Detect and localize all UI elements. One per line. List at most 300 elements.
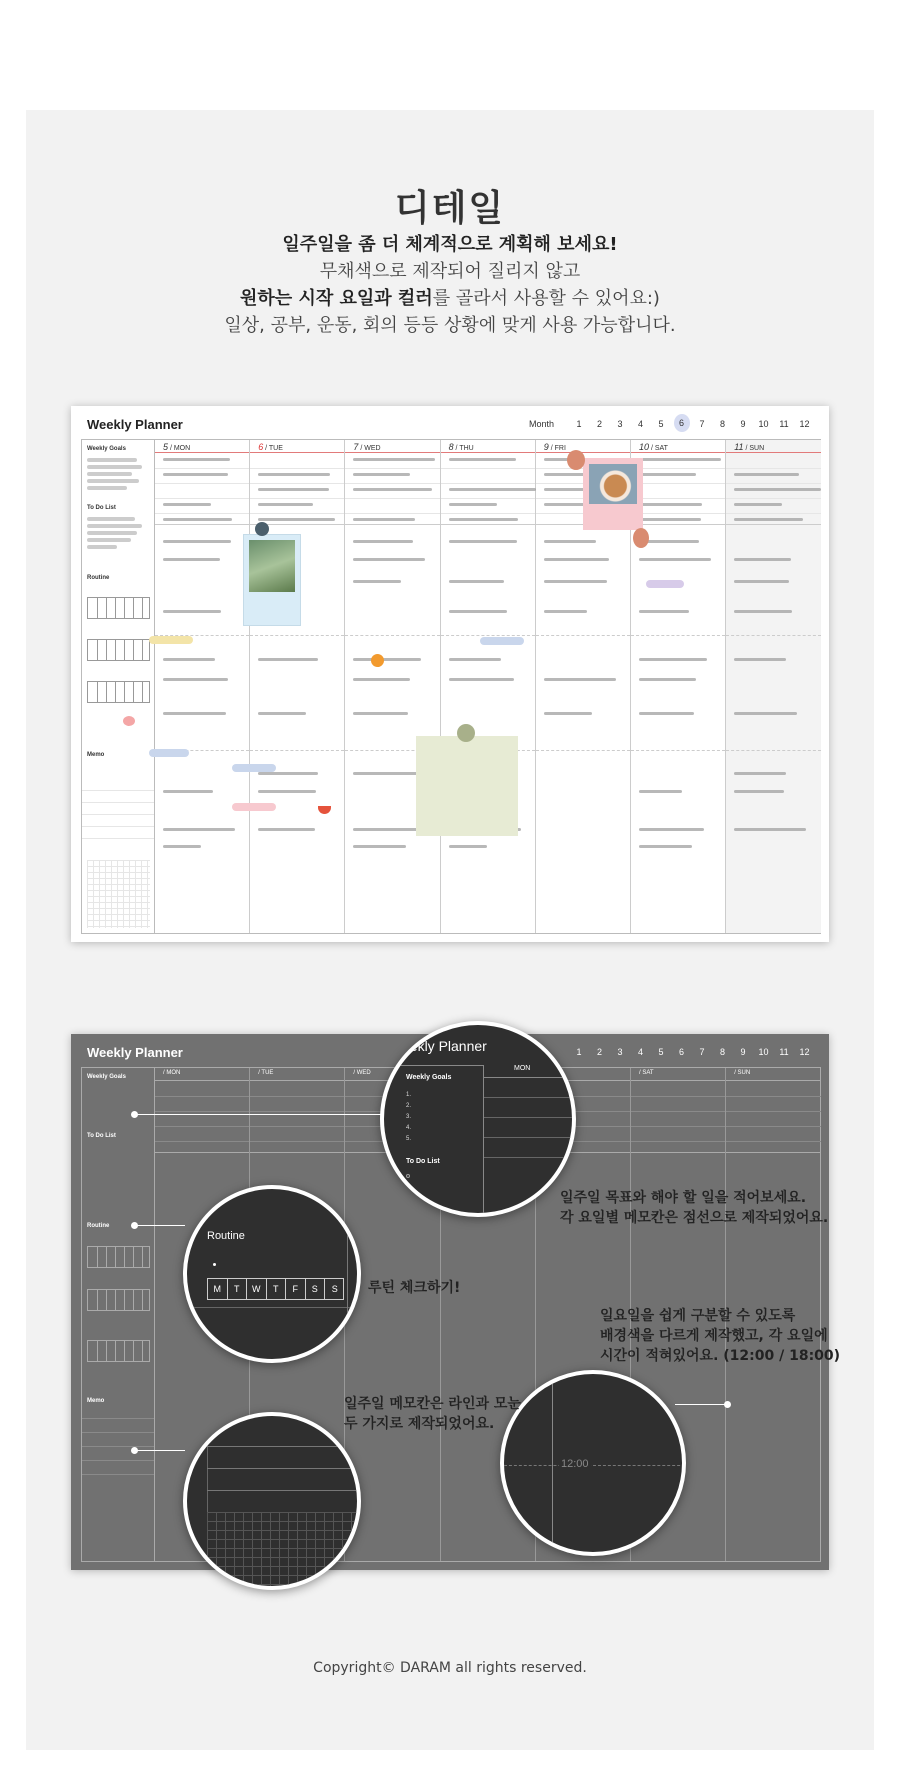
section-line bbox=[441, 524, 535, 525]
task-line bbox=[441, 483, 535, 484]
zoom-line bbox=[347, 1189, 348, 1363]
highlight-tag bbox=[232, 764, 276, 772]
zoom-time-label: 12:00 bbox=[561, 1458, 589, 1470]
month-8[interactable]: 8 bbox=[719, 419, 725, 429]
handwriting-line bbox=[734, 828, 806, 831]
dark-task-line bbox=[155, 1126, 249, 1127]
goal-line bbox=[87, 486, 127, 490]
month-label: Month bbox=[529, 419, 555, 429]
handwriting-line bbox=[639, 473, 696, 476]
day-header bbox=[726, 440, 821, 453]
day-name: / MON bbox=[168, 445, 191, 452]
callout-goals bbox=[560, 1188, 828, 1228]
coffee-photo bbox=[589, 464, 637, 504]
task-line bbox=[250, 483, 344, 484]
callout-sunday-line-1: 일요일을 쉽게 구분할 수 있도록 bbox=[600, 1308, 796, 1324]
dashed-line bbox=[726, 750, 821, 751]
tape-sticker bbox=[633, 528, 649, 548]
tape-sticker bbox=[567, 450, 585, 470]
task-line bbox=[631, 483, 725, 484]
handwriting-line bbox=[449, 580, 504, 583]
month-4[interactable]: 4 bbox=[637, 1047, 643, 1057]
dark-day-header: / SAT bbox=[631, 1068, 725, 1081]
zoom-line bbox=[484, 1137, 576, 1138]
dashed-line bbox=[441, 635, 535, 636]
handwriting-line bbox=[639, 610, 689, 613]
zoom-routine-title: Routine bbox=[207, 1230, 245, 1242]
task-line bbox=[726, 498, 821, 499]
task-line bbox=[345, 468, 439, 469]
todo-line bbox=[87, 545, 117, 549]
handwriting-line bbox=[734, 473, 799, 476]
dark-task-line bbox=[250, 1096, 344, 1097]
handwriting-line bbox=[734, 712, 797, 715]
planner-title: Weekly Planner bbox=[87, 417, 183, 432]
todo-line bbox=[87, 524, 142, 528]
month-4[interactable]: 4 bbox=[637, 419, 643, 429]
month-11[interactable]: 11 bbox=[779, 419, 789, 429]
handwriting-line bbox=[258, 473, 330, 476]
handwriting-line bbox=[163, 712, 226, 715]
handwriting-line bbox=[544, 558, 609, 561]
zoom-line bbox=[187, 1307, 361, 1308]
handwriting-line bbox=[163, 518, 232, 521]
zoom-line bbox=[484, 1117, 576, 1118]
day-column-thu bbox=[441, 440, 536, 933]
routine-day-5: S bbox=[306, 1279, 326, 1299]
handwriting-line bbox=[163, 790, 213, 793]
handwriting-line bbox=[353, 828, 418, 831]
zoom-routine-grid bbox=[207, 1278, 344, 1300]
dashed-line bbox=[345, 635, 439, 636]
dashed-line bbox=[631, 750, 725, 751]
subtitle-line-3-bold: 원하는 시작 요일과 컬러 bbox=[240, 288, 433, 309]
planner-sample bbox=[71, 406, 829, 942]
month-5[interactable]: 5 bbox=[658, 419, 664, 429]
handwriting-line bbox=[163, 503, 211, 506]
section-line bbox=[345, 524, 439, 525]
month-2[interactable]: 2 bbox=[596, 419, 602, 429]
day-header bbox=[631, 440, 725, 453]
dark-section-line bbox=[631, 1152, 725, 1153]
handwriting-line bbox=[449, 540, 517, 543]
routine-day-3: T bbox=[267, 1279, 287, 1299]
day-name: / SAT bbox=[649, 445, 668, 452]
month-12[interactable]: 12 bbox=[799, 419, 810, 429]
handwriting-line bbox=[734, 610, 792, 613]
handwriting-line bbox=[353, 658, 421, 661]
handwriting-line bbox=[258, 503, 313, 506]
month-5[interactable]: 5 bbox=[658, 1047, 664, 1057]
task-line bbox=[345, 483, 439, 484]
zoom-circle-routine bbox=[183, 1185, 361, 1363]
connector-line bbox=[675, 1404, 725, 1405]
dark-task-line bbox=[726, 1111, 821, 1112]
zoom-goal-number: 4. bbox=[406, 1125, 412, 1131]
month-11[interactable]: 11 bbox=[779, 1047, 789, 1057]
day-number: 11 bbox=[734, 442, 744, 452]
zoom-line bbox=[484, 1077, 576, 1078]
day-column-mon bbox=[155, 440, 250, 933]
dark-memo-line bbox=[82, 1446, 154, 1447]
dark-task-line bbox=[631, 1096, 725, 1097]
highlight-tag bbox=[149, 636, 193, 644]
callout-sunday bbox=[600, 1306, 840, 1366]
pin-icon bbox=[457, 724, 475, 742]
handwriting-line bbox=[734, 790, 784, 793]
handwriting-line bbox=[163, 458, 230, 461]
handwriting-line bbox=[734, 518, 803, 521]
zoom-goal-number: 2. bbox=[406, 1103, 412, 1109]
handwriting-line bbox=[163, 558, 220, 561]
task-line bbox=[345, 498, 439, 499]
coffee-photo-card bbox=[583, 458, 643, 530]
day-number: 9 bbox=[543, 442, 549, 452]
dark-routine-grid bbox=[87, 1289, 150, 1311]
handwriting-line bbox=[639, 558, 711, 561]
dark-routine-grid bbox=[87, 1246, 150, 1268]
month-1[interactable]: 1 bbox=[576, 419, 582, 429]
day-column-sun bbox=[726, 440, 821, 933]
zoom-line bbox=[484, 1097, 576, 1098]
handwriting-line bbox=[163, 845, 201, 848]
handwriting-line bbox=[639, 845, 692, 848]
day-number: 6 bbox=[258, 442, 264, 452]
park-photo bbox=[249, 540, 295, 592]
handwriting-line bbox=[639, 712, 694, 715]
handwriting-line bbox=[639, 828, 704, 831]
task-line bbox=[726, 513, 821, 514]
dark-task-line bbox=[155, 1141, 249, 1142]
routine-day-4: F bbox=[286, 1279, 306, 1299]
dashed-line bbox=[536, 635, 630, 636]
todo-line bbox=[87, 538, 131, 542]
memo-line bbox=[82, 826, 154, 827]
handwriting-line bbox=[449, 678, 514, 681]
month-10[interactable]: 10 bbox=[758, 1047, 769, 1057]
handwriting-line bbox=[449, 503, 497, 506]
subtitle-line-4: 일상, 공부, 운동, 회의 등등 상황에 맞게 사용 가능합니다. bbox=[224, 315, 676, 336]
zoom-circle-memo bbox=[183, 1412, 361, 1590]
dark-day-header: / MON bbox=[155, 1068, 249, 1081]
memo-line bbox=[82, 838, 154, 839]
handwriting-line bbox=[544, 580, 607, 583]
section-line bbox=[631, 524, 725, 525]
dark-task-line bbox=[726, 1126, 821, 1127]
handwriting-line bbox=[353, 558, 425, 561]
dashed-line bbox=[250, 750, 344, 751]
todo-label: To Do List bbox=[87, 505, 116, 511]
task-line bbox=[155, 468, 249, 469]
month-12[interactable]: 12 bbox=[799, 1047, 810, 1057]
day-name: / WED bbox=[358, 445, 381, 452]
dark-section-line bbox=[155, 1152, 249, 1153]
dark-day-header: / SUN bbox=[726, 1068, 821, 1081]
handwriting-line bbox=[163, 610, 221, 613]
memo-line bbox=[82, 814, 154, 815]
dark-sidebar bbox=[82, 1068, 155, 1561]
handwriting-line bbox=[258, 828, 315, 831]
handwriting-line bbox=[353, 772, 421, 775]
dashed-line bbox=[250, 635, 344, 636]
handwriting-line bbox=[449, 845, 487, 848]
dark-memo-line bbox=[82, 1474, 154, 1475]
handwriting-line bbox=[258, 772, 318, 775]
planner-grid bbox=[81, 439, 821, 934]
dark-task-line bbox=[631, 1141, 725, 1142]
section-line bbox=[155, 524, 249, 525]
day-name: / FRI bbox=[548, 445, 566, 452]
dark-section-line bbox=[726, 1152, 821, 1153]
planner-sidebar bbox=[82, 440, 155, 933]
handwriting-line bbox=[639, 518, 701, 521]
day-name: / THU bbox=[453, 445, 474, 452]
month-9[interactable]: 9 bbox=[740, 1047, 746, 1057]
memo-label: Memo bbox=[87, 752, 105, 758]
connector-line bbox=[135, 1450, 185, 1451]
highlight-tag bbox=[149, 749, 189, 757]
day-header bbox=[345, 440, 439, 453]
task-line bbox=[345, 513, 439, 514]
handwriting-line bbox=[639, 678, 696, 681]
routine-day-0: M bbox=[208, 1279, 228, 1299]
day-number: 10 bbox=[639, 442, 650, 452]
dark-task-line bbox=[250, 1141, 344, 1142]
connector-dot bbox=[724, 1401, 731, 1408]
subtitle-line-3 bbox=[0, 284, 900, 310]
handwriting-line bbox=[258, 712, 306, 715]
handwriting-line bbox=[544, 712, 592, 715]
dashed-line bbox=[726, 635, 821, 636]
highlight-tag bbox=[646, 580, 684, 588]
task-line bbox=[155, 513, 249, 514]
routine-label: Routine bbox=[87, 575, 110, 581]
connector-line bbox=[135, 1225, 185, 1226]
dark-task-line bbox=[155, 1096, 249, 1097]
copyright-footer: Copyright© DARAM all rights reserved. bbox=[313, 1660, 587, 1676]
dashed-line bbox=[631, 635, 725, 636]
handwriting-line bbox=[734, 658, 786, 661]
month-10[interactable]: 10 bbox=[758, 419, 769, 429]
dark-weekly-goals-label: Weekly Goals bbox=[87, 1074, 126, 1080]
subtitle-line-2: 무채색으로 제작되어 질리지 않고 bbox=[319, 261, 581, 282]
handwriting-line bbox=[353, 458, 435, 461]
memo-grid-area bbox=[87, 860, 150, 928]
day-column-wed bbox=[345, 440, 440, 933]
todo-line bbox=[87, 531, 137, 535]
day-number: 5 bbox=[163, 442, 169, 452]
month-6[interactable]: 6 bbox=[678, 1047, 684, 1057]
day-header bbox=[250, 440, 344, 453]
task-line bbox=[631, 498, 725, 499]
dark-task-line bbox=[155, 1111, 249, 1112]
section-line bbox=[726, 524, 821, 525]
dark-day-header: / WED bbox=[345, 1068, 439, 1081]
task-line bbox=[726, 483, 821, 484]
handwriting-line bbox=[353, 540, 413, 543]
month-8[interactable]: 8 bbox=[719, 1047, 725, 1057]
month-7[interactable]: 7 bbox=[699, 419, 705, 429]
zoom-circle-goals bbox=[380, 1021, 576, 1217]
handwriting-line bbox=[639, 790, 682, 793]
memo-line bbox=[82, 790, 154, 791]
zoom-line bbox=[484, 1157, 576, 1158]
day-number: 8 bbox=[448, 442, 454, 452]
handwriting-line bbox=[449, 458, 516, 461]
handwriting-line bbox=[544, 540, 596, 543]
handwriting-line bbox=[353, 580, 401, 583]
callout-routine-text: 루틴 체크하기! bbox=[368, 1280, 461, 1296]
dark-task-line bbox=[250, 1111, 344, 1112]
dark-memo-line bbox=[82, 1432, 154, 1433]
handwriting-line bbox=[544, 678, 616, 681]
photo-sticker bbox=[243, 534, 301, 626]
zoom-mon-label: MON bbox=[514, 1065, 531, 1072]
zoom-line bbox=[207, 1446, 361, 1447]
goal-line bbox=[87, 458, 137, 462]
dark-memo-line bbox=[82, 1418, 154, 1419]
dark-task-line bbox=[631, 1111, 725, 1112]
todo-line bbox=[87, 517, 135, 521]
task-line bbox=[441, 468, 535, 469]
memo-line bbox=[82, 802, 154, 803]
highlight-tag bbox=[480, 637, 524, 645]
handwriting-line bbox=[449, 610, 507, 613]
day-name: / TUE bbox=[263, 445, 283, 452]
month-6[interactable]: 6 bbox=[674, 414, 690, 432]
task-line bbox=[631, 468, 725, 469]
handwriting-line bbox=[353, 845, 406, 848]
page-title: 디테일 bbox=[394, 188, 506, 229]
handwriting-line bbox=[163, 473, 228, 476]
dark-memo-line bbox=[82, 1460, 154, 1461]
dashed-line bbox=[536, 750, 630, 751]
month-1[interactable]: 1 bbox=[576, 1047, 582, 1057]
handwriting-line bbox=[734, 503, 782, 506]
pin-icon bbox=[255, 522, 269, 536]
handwriting-line bbox=[258, 790, 316, 793]
routine-grid bbox=[87, 597, 150, 619]
handwriting-line bbox=[353, 712, 408, 715]
handwriting-line bbox=[639, 503, 702, 506]
routine-grid bbox=[87, 639, 150, 661]
zoom-line bbox=[207, 1490, 361, 1491]
dark-task-line bbox=[726, 1141, 821, 1142]
routine-day-6: S bbox=[331, 1284, 338, 1294]
handwriting-line bbox=[449, 658, 501, 661]
zoom-grid-area bbox=[207, 1512, 361, 1590]
task-line bbox=[155, 498, 249, 499]
handwriting-line bbox=[163, 658, 215, 661]
month-2[interactable]: 2 bbox=[596, 1047, 602, 1057]
connector-line bbox=[135, 1114, 382, 1115]
callout-sunday-line-3: 시간이 적혀있어요. (12:00 / 18:00) bbox=[600, 1348, 841, 1364]
task-line bbox=[250, 498, 344, 499]
routine-grid bbox=[87, 681, 150, 703]
zoom-goal-number: 5. bbox=[406, 1136, 412, 1142]
handwriting-line bbox=[639, 458, 721, 461]
handwriting-line bbox=[258, 518, 335, 521]
task-line bbox=[631, 513, 725, 514]
goal-line bbox=[87, 472, 132, 476]
handwriting-line bbox=[734, 772, 786, 775]
task-line bbox=[250, 468, 344, 469]
zoom-dashed-line bbox=[504, 1465, 686, 1466]
routine-day-2: W bbox=[247, 1279, 267, 1299]
day-header bbox=[536, 440, 630, 453]
handwriting-line bbox=[353, 518, 415, 521]
callout-goals-line-2: 각 요일별 메모칸은 점선으로 제작되었어요. bbox=[560, 1210, 829, 1226]
handwriting-line bbox=[163, 540, 231, 543]
handwriting-line bbox=[639, 658, 707, 661]
callout-memo bbox=[344, 1394, 521, 1434]
todo-bullet bbox=[406, 1174, 410, 1178]
dark-day-header: / TUE bbox=[250, 1068, 344, 1081]
task-line bbox=[441, 513, 535, 514]
subtitle-line-3-rest: 를 골라서 사용할 수 있어요:) bbox=[432, 288, 660, 309]
routine-day-1: T bbox=[228, 1279, 248, 1299]
handwriting-line bbox=[734, 558, 791, 561]
handwriting-line bbox=[353, 488, 432, 491]
dark-planner-title: Weekly Planner bbox=[87, 1045, 183, 1060]
task-line bbox=[250, 513, 344, 514]
callout-routine bbox=[368, 1278, 460, 1298]
handwriting-line bbox=[258, 488, 329, 491]
highlight-tag bbox=[232, 803, 276, 811]
day-number: 7 bbox=[353, 442, 359, 452]
dark-task-line bbox=[726, 1096, 821, 1097]
task-line bbox=[155, 483, 249, 484]
zoom-sidebar bbox=[384, 1065, 484, 1217]
dark-memo-label: Memo bbox=[87, 1398, 105, 1404]
zoom-goal-number: 3. bbox=[406, 1114, 412, 1120]
handwriting-line bbox=[258, 658, 318, 661]
orange-sticker bbox=[371, 654, 384, 667]
handwriting-line bbox=[449, 488, 536, 491]
memo-note-sticker bbox=[416, 736, 518, 836]
month-7[interactable]: 7 bbox=[699, 1047, 705, 1057]
day-column-tue bbox=[250, 440, 345, 933]
handwriting-line bbox=[734, 488, 821, 491]
goal-line bbox=[87, 465, 142, 469]
day-header bbox=[441, 440, 535, 453]
dark-section-line bbox=[250, 1152, 344, 1153]
weekly-goals-label: Weekly Goals bbox=[87, 446, 126, 452]
month-3[interactable]: 3 bbox=[617, 419, 623, 429]
zoom-todo-label: To Do List bbox=[406, 1158, 440, 1165]
goal-line bbox=[87, 479, 139, 483]
day-header bbox=[155, 440, 249, 453]
task-line bbox=[441, 498, 535, 499]
zoom-planner-title: eekly Planner bbox=[402, 1038, 487, 1054]
month-3[interactable]: 3 bbox=[617, 1047, 623, 1057]
face-sticker bbox=[123, 716, 135, 726]
day-column-sat bbox=[631, 440, 726, 933]
handwriting-line bbox=[163, 678, 228, 681]
dark-routine-grid bbox=[87, 1340, 150, 1362]
handwriting-line bbox=[353, 473, 410, 476]
callout-memo-line-2: 두 가지로 제작되었어요. bbox=[344, 1416, 495, 1432]
zoom-goal-number: 1. bbox=[406, 1092, 412, 1098]
dark-routine-label: Routine bbox=[87, 1223, 110, 1229]
handwriting-line bbox=[353, 678, 410, 681]
callout-sunday-line-2: 배경색을 다르게 제작했고, 각 요일에 bbox=[600, 1328, 828, 1344]
callout-memo-line-1: 일주일 메모칸은 라인과 모눈 bbox=[344, 1396, 521, 1412]
handwriting-line bbox=[544, 610, 587, 613]
callout-goals-line-1: 일주일 목표와 해야 할 일을 적어보세요. bbox=[560, 1190, 807, 1206]
routine-bullet bbox=[213, 1263, 216, 1266]
month-9[interactable]: 9 bbox=[740, 419, 746, 429]
